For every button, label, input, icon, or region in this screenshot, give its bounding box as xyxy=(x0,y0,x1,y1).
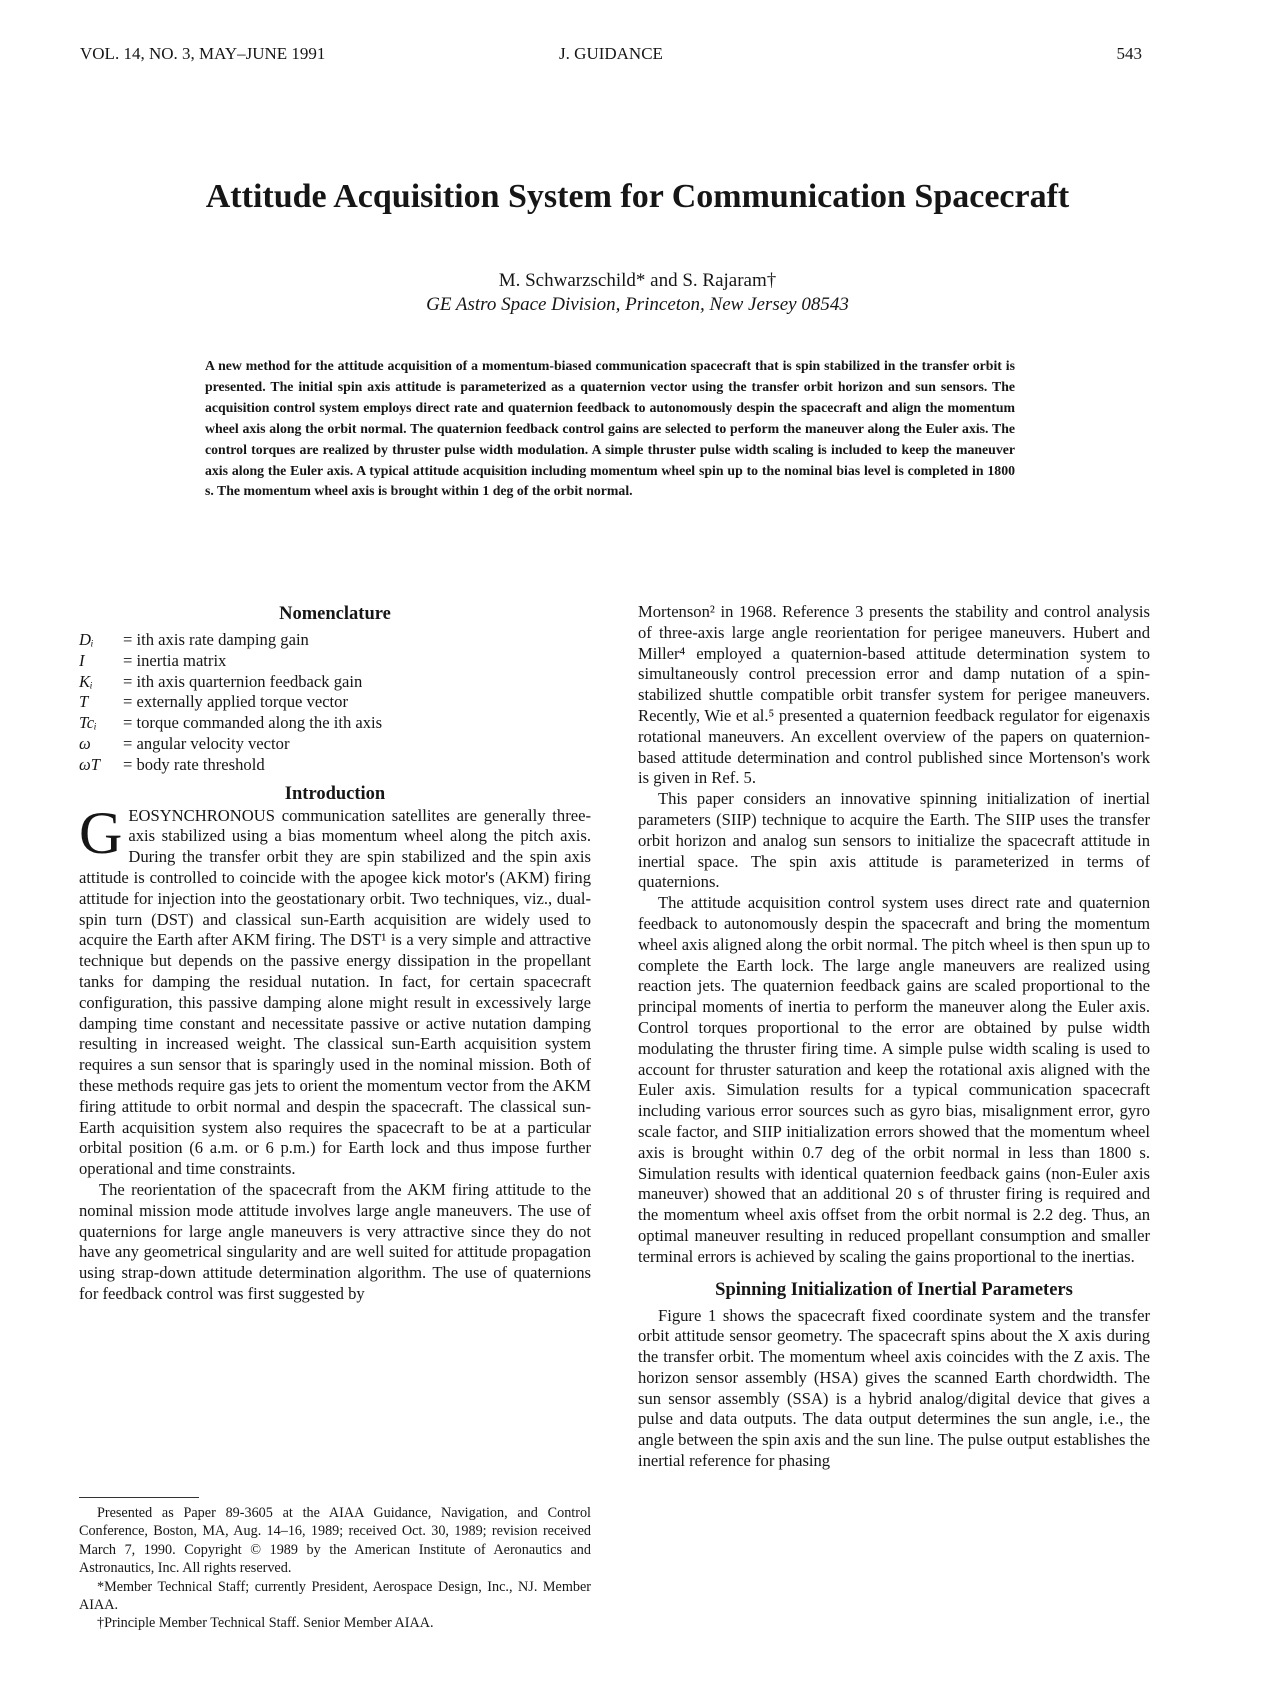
nomenclature-list xyxy=(79,630,591,776)
footnote-rule xyxy=(79,1497,199,1498)
nomenclature-item xyxy=(79,755,591,776)
siip-paragraph-1: Figure 1 shows the spacecraft fixed coordinate system and the transfer orbit attitude sensor geometry. The spacecraft spins about the X axis during the transfer orbit. The momentum wheel axis coincides with the Z axis. The horizon sensor assembly (HSA) gives the scanned Earth chordwidth. The sun sensor assembly (SSA) is a hybrid analog/digital device that gives a pulse and data outputs. The data output determines the sun angle, i.e., the angle between the spin axis and the sun line. The pulse output establishes the inertial reference for phasing xyxy=(638,1305,1150,1471)
introduction-heading: Introduction xyxy=(284,783,386,804)
journal-volume-info: VOL. 14, NO. 3, MAY–JUNE 1991 xyxy=(80,44,326,63)
nomenclature-definition: = torque commanded along the ith axis xyxy=(123,713,383,733)
footnote-author-2: †Principle Member Technical Staff. Senior Member AIAA. xyxy=(97,1615,434,1632)
running-head xyxy=(80,44,1142,70)
nomenclature-item xyxy=(79,672,591,693)
affiliation: GE Astro Space Division, Princeton, New Jersey 08543 xyxy=(426,294,849,315)
nomenclature-definition: = inertia matrix xyxy=(123,650,227,670)
nomenclature-symbol: I xyxy=(79,650,85,670)
nomenclature-symbol: Tcᵢ xyxy=(79,713,97,733)
nomenclature-heading: Nomenclature xyxy=(279,604,391,624)
journal-name: J. GUIDANCE xyxy=(559,44,663,63)
page-number: 543 xyxy=(1116,44,1142,63)
introduction-paragraph-1 xyxy=(79,799,591,1180)
paper-title: Attitude Acquisition System for Communication Spacecraft xyxy=(205,178,1070,215)
nomenclature-item xyxy=(79,713,591,734)
abstract: A new method for the attitude acquisition of a momentum-biased communication spacecraft that is spin stabilized in the transfer orbit is presented. The initial spin axis attitude is parameterized as a quaternion vector using the transfer orbit horizon and sun sensors. The acquisition control system employs direct rate and quaternion feedback to autonomously despin the spacecraft and align the momentum wheel axis along the orbit normal. The quaternion feedback control gains are selected to perform the maneuver along the Euler axis. The control torques are realized by thruster pulse width modulation. A simple thruster pulse width scaling is included to keep the maneuver axis along the Euler axis. A typical attitude acquisition including momentum wheel spin up to the nominal bias level is completed in 1800 s. The momentum wheel axis is brought within 1 deg of the orbit normal. xyxy=(205,358,1015,499)
footnote-author-1: *Member Technical Staff; currently President, Aerospace Design, Inc., NJ. Member AIAA. xyxy=(79,1578,591,1614)
nomenclature-definition: = angular velocity vector xyxy=(123,733,290,753)
introduction-paragraph-4: This paper considers an innovative spinning initialization of inertial parameters (SIIP) technique to acquire the Earth. The SIIP uses the transfer orbit horizon and analog sun sensors to initialize the spacecraft attitude in inertial space. The spin axis attitude is parameterized in terms of quaternions. xyxy=(638,789,1150,892)
authors: M. Schwarzschild* and S. Rajaram† xyxy=(498,270,777,291)
footnote-publication: Presented as Paper 89-3605 at the AIAA Guidance, Navigation, and Control Conference, Boston, MA, Aug. 14–16, 1989; received Oct. 30, 1989; revision received March 7, 1990. Copyright © 1989 by the American Institute of Aeronautics and Astronautics, Inc. All rights reserved. xyxy=(79,1505,591,1577)
introduction-paragraph-3: Mortenson² in 1968. Reference 3 presents the stability and control analysis of three-axis large angle reorientation for perigee maneuvers. Hubert and Miller⁴ employed a quaternion-based attitude determination system to simultaneously control precession error and damp nutation of a spin-stabilized shuttle compatible orbit transfer system for perigee maneuvers. Recently, Wie et al.⁵ presented a quaternion feedback regulator for eigenaxis rotational maneuvers. An excellent overview of the papers on quaternion-based attitude determination and control published since Mortenson's work is given in Ref. 5. xyxy=(638,602,1150,788)
nomenclature-symbol: ω xyxy=(79,733,91,753)
nomenclature-definition: = body rate threshold xyxy=(123,754,265,774)
nomenclature-symbol: Kᵢ xyxy=(79,671,93,691)
nomenclature-item xyxy=(79,734,591,755)
nomenclature-definition: = ith axis quarternion feedback gain xyxy=(123,671,363,691)
nomenclature-symbol: Dᵢ xyxy=(79,630,94,649)
nomenclature-item xyxy=(79,651,591,672)
right-column xyxy=(638,602,1150,1472)
introduction-paragraph-2: The reorientation of the spacecraft from the AKM firing attitude to the nominal mission mode attitude involves large angle maneuvers. The use of quaternions for large angle maneuvers is very attractive since they do not have any geometrical singularity and are well suited for attitude propagation using strap-down attitude determination algorithm. The use of quaternions for feedback control was first suggested by xyxy=(79,1179,591,1303)
nomenclature-definition: = ith axis rate damping gain xyxy=(123,630,309,649)
left-column xyxy=(79,602,591,1305)
drop-cap: G xyxy=(79,799,123,866)
paragraph-text: EOSYNCHRONOUS communication satellites are generally three-axis stabilized using a bias momentum wheel along the pitch axis. During the transfer orbit they are spin stabilized and the spin axis attitude is controlled to coincide with the apogee kick motor's (AKM) firing attitude for injection into the geostationary orbit. Two techniques, viz., dual-spin turn (DST) and classical sun-Earth acquisition are widely used to acquire the Earth after AKM firing. The DST¹ is a very simple and attractive technique but depends on the passive energy dissipation in the propellant tanks for damping the residual nutation. In fact, for certain spacecraft configuration, this passive damping alone might result in excessively large damping time constant and necessitate passive or active nutation damping resulting in increased weight. The classical sun-Earth acquisition system requires a sun sensor that is sparingly used in the nominal mission. Both of these methods require gas jets to orient the momentum vector from the AKM firing attitude to orbit normal and despin the spacecraft. The classical sun-Earth acquisition system also requires the spacecraft to be at a particular orbital position (6 a.m. or 6 p.m.) for Earth lock and thus impose further operational and time constraints. xyxy=(79,805,591,1179)
introduction-paragraph-5: The attitude acquisition control system uses direct rate and quaternion feedback to autonomously despin the spacecraft and bring the momentum wheel axis aligned along the orbit normal. The pitch wheel is then spun up to complete the Earth lock. The large angle maneuvers are realized using reaction jets. The quaternion feedback gains are scaled proportional to the principal moments of inertia to perform the maneuver along the Euler axis. Control torques proportional to the error are obtained by pulse width modulating the thruster firing time. A simple pulse width scaling is used to account for thruster saturation and keep the rotational axis aligned with the Euler axis. Simulation results for a typical communication spacecraft including various error sources such as gyro bias, misalignment error, gyro scale factor, and SIIP initialization errors showed that the momentum wheel axis is brought within 0.7 deg of the orbit normal in less than 1800 s. Simulation results with identical quaternion feedback gains (non-Euler axis maneuver) showed that an additional 20 s of thruster firing is required and the momentum wheel axis offset from the orbit normal is 2.2 deg. Thus, an optimal maneuver resulting in reduced propellant consumption and smaller terminal errors is achieved by scaling the gains proportional to the inertias. xyxy=(638,893,1150,1266)
nomenclature-item xyxy=(79,692,591,713)
nomenclature-symbol: T xyxy=(79,692,89,712)
nomenclature-definition: = externally applied torque vector xyxy=(123,692,348,712)
footnotes xyxy=(79,1497,591,1633)
siip-heading: Spinning Initialization of Inertial Parameters xyxy=(715,1279,1073,1300)
nomenclature-symbol: ωT xyxy=(79,754,100,774)
nomenclature-item xyxy=(79,630,591,651)
